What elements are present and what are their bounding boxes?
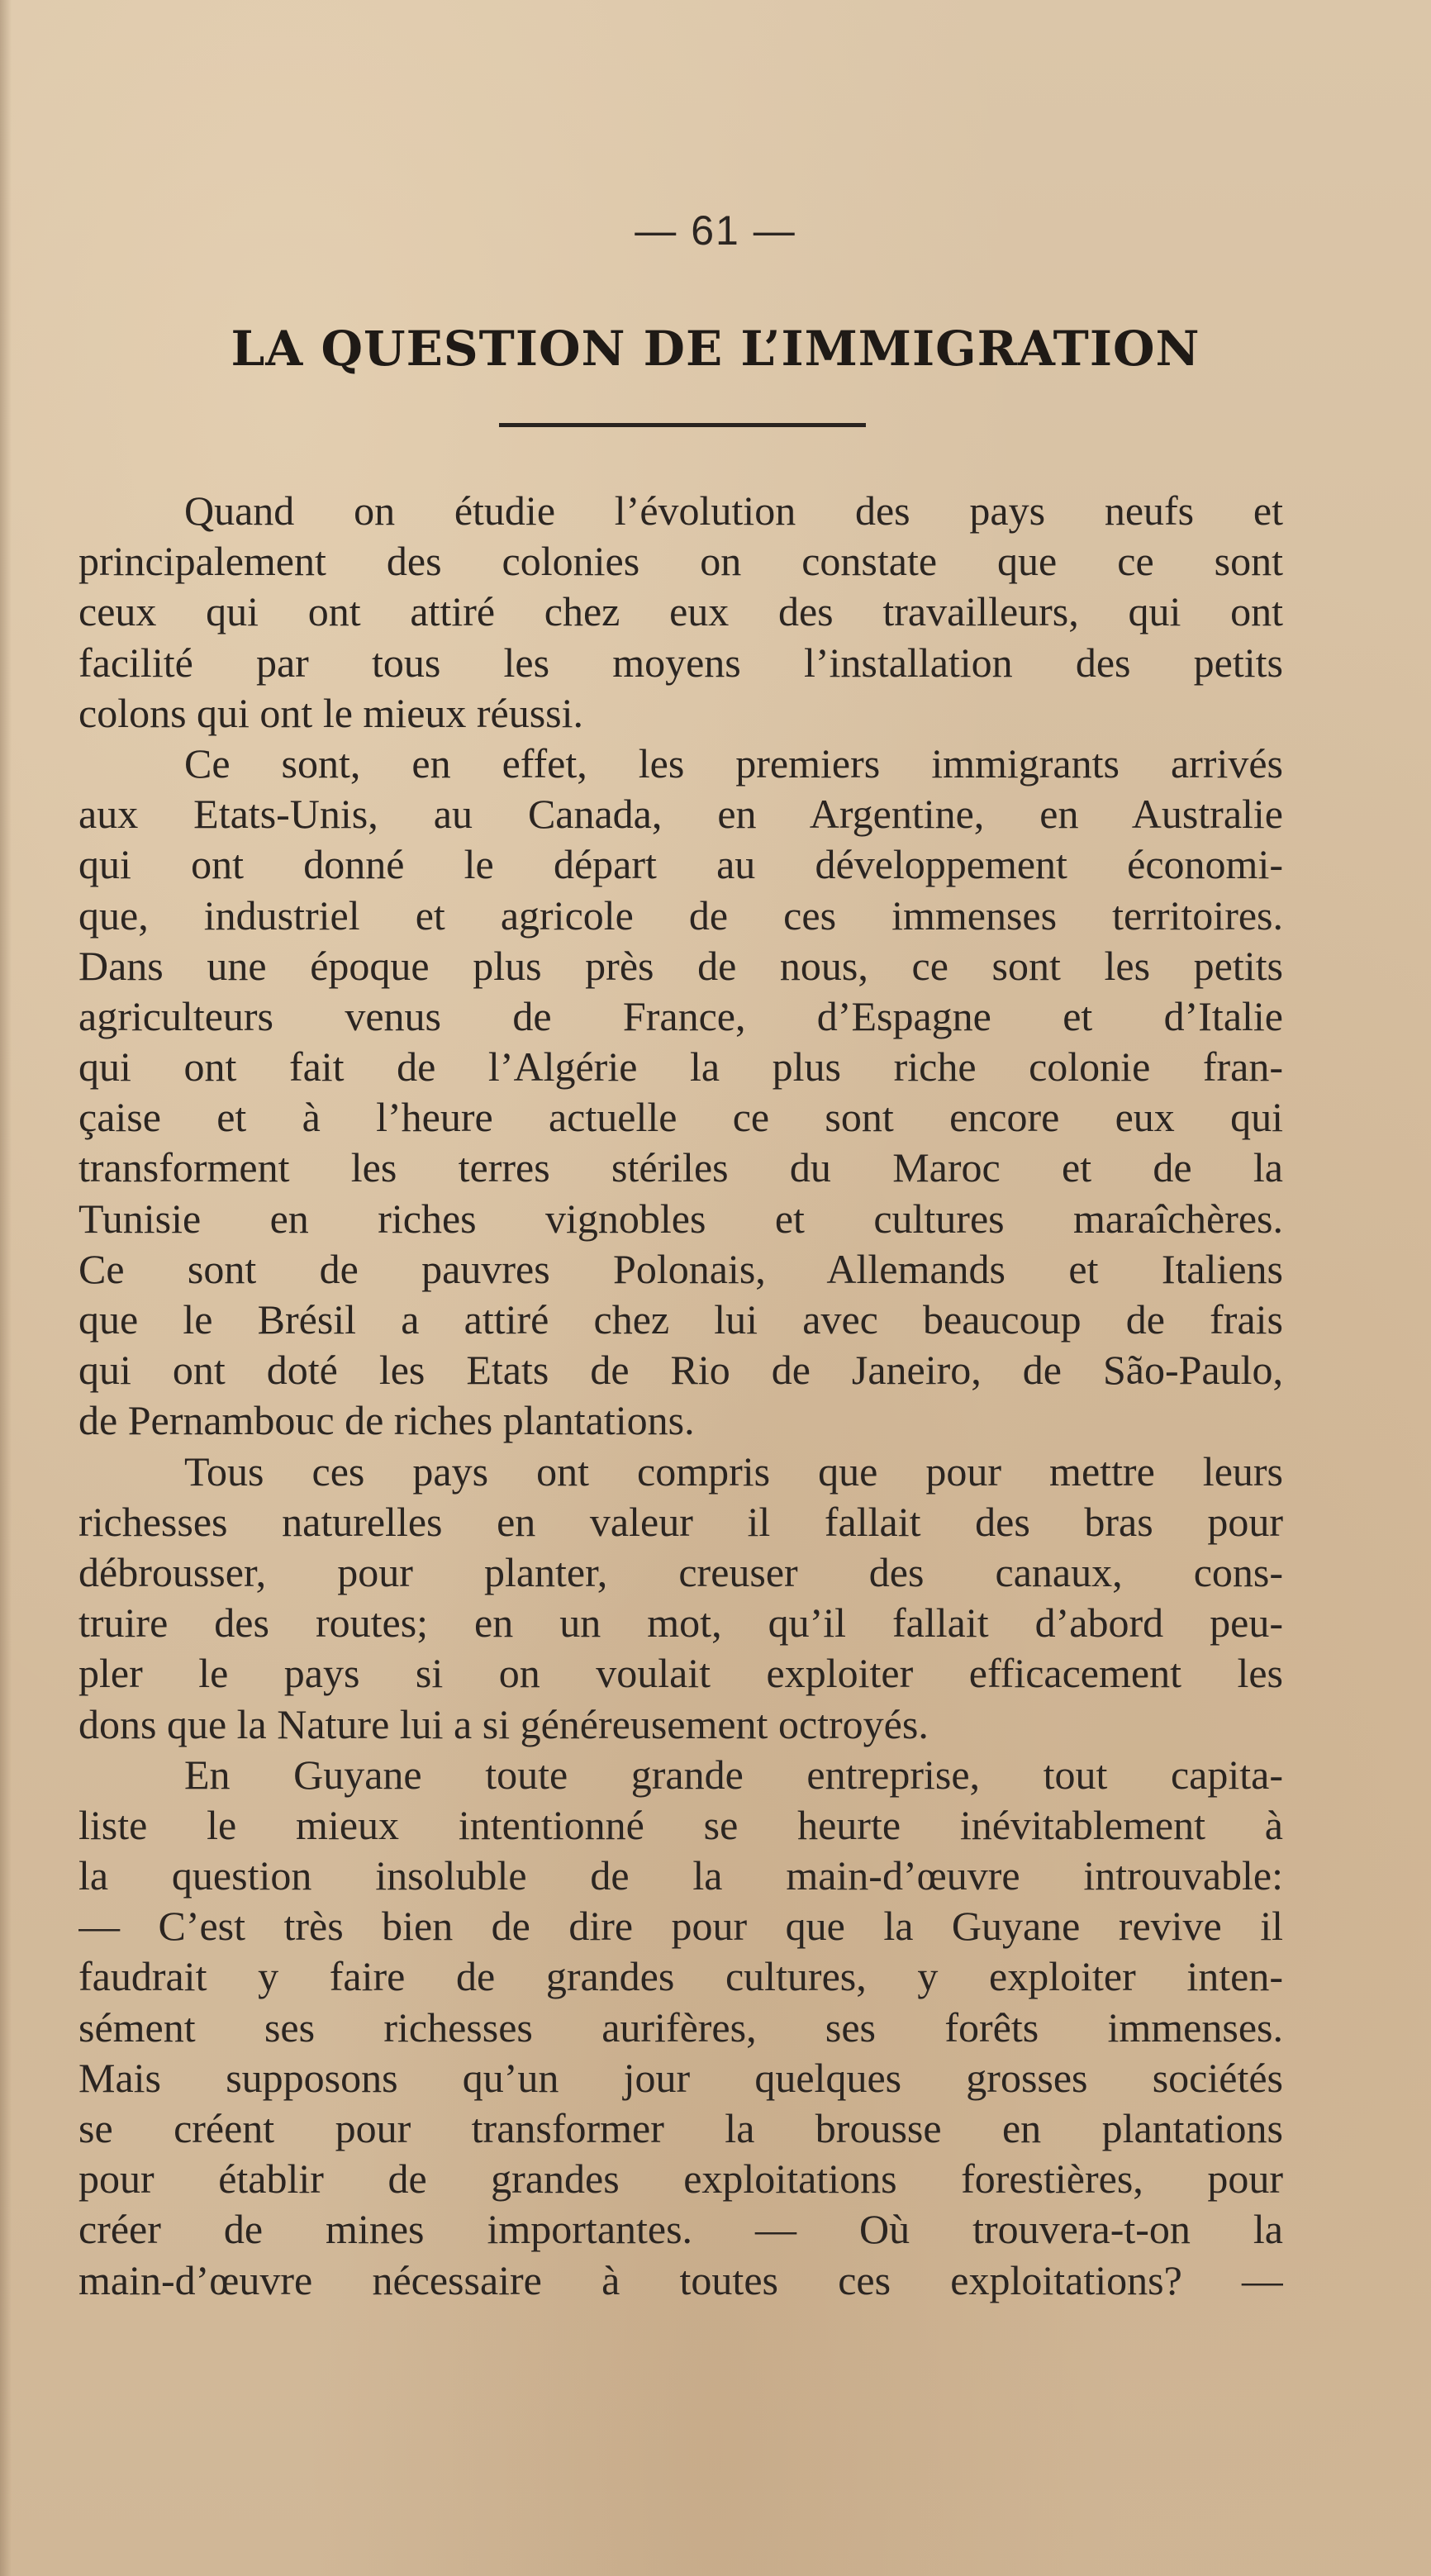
text-line: En Guyane toute grande entreprise, tout capita- (184, 1751, 1283, 1798)
text-line: aux Etats-Unis, au Canada, en Argentine, en Australie (78, 791, 1283, 838)
text-line: — C’est très bien de dire pour que la Guyane revive il (78, 1903, 1283, 1950)
page-edge-shadow (0, 0, 12, 2576)
text-line: Quand on étudie l’évolution des pays neufs et (184, 487, 1283, 534)
text-line: Dans une époque plus près de nous, ce sont les petits (78, 942, 1283, 989)
text-line: dons que la Nature lui a si généreusement octroyés. (78, 1700, 929, 1747)
text-line: qui ont donné le départ au développement économi- (78, 841, 1283, 888)
chapter-title: LA QUESTION DE L’IMMIGRATION (231, 321, 1200, 377)
text-line: principalement des colonies on constate que ce sont (78, 538, 1283, 585)
text-line: facilité par tous les moyens l’installation des petits (78, 639, 1283, 686)
text-line: faudrait y faire de grandes cultures, y exploiter inten- (78, 1953, 1283, 2000)
title-rule (499, 423, 866, 427)
text-line: Ce sont de pauvres Polonais, Allemands et Italiens (78, 1245, 1283, 1292)
text-line: créer de mines importantes. — Où trouvera-t-on la (78, 2206, 1283, 2253)
text-line: se créent pour transformer la brousse en plantations (78, 2105, 1283, 2151)
text-line: truire des routes; en un mot, qu’il fallait d’abord peu- (78, 1599, 1283, 1647)
text-line: que, industriel et agricole de ces immenses territoires. (78, 891, 1283, 939)
text-line: qui ont doté les Etats de Rio de Janeiro, de São-Paulo, (78, 1347, 1283, 1394)
text-line: liste le mieux intentionné se heurte inévitablement à (78, 1801, 1283, 1848)
text-line: débrousser, pour planter, creuser des canaux, cons- (78, 1548, 1283, 1595)
text-line: pler le pays si on voulait exploiter efficacement les (78, 1650, 1283, 1697)
text-line: agriculteurs venus de France, d’Espagne et d’Italie (78, 992, 1283, 1039)
text-line: colons qui ont le mieux réussi. (78, 689, 584, 736)
page-number: — 61 — (635, 207, 796, 254)
text-line: qui ont fait de l’Algérie la plus riche colonie fran- (78, 1043, 1283, 1091)
text-line: richesses naturelles en valeur il fallait des bras pour (78, 1498, 1283, 1545)
text-line: Tous ces pays ont compris que pour mettre leurs (184, 1447, 1283, 1495)
text-line: sément ses richesses aurifères, ses forêts immenses. (78, 2003, 1283, 2051)
text-line: main-d’œuvre nécessaire à toutes ces exploitations? — (78, 2256, 1283, 2303)
text-line: Ce sont, en effet, les premiers immigrants arrivés (184, 739, 1283, 787)
text-line: ceux qui ont attiré chez eux des travailleurs, qui ont (78, 588, 1283, 635)
text-line: Tunisie en riches vignobles et cultures maraîchères. (78, 1195, 1283, 1242)
text-line: Mais supposons qu’un jour quelques grosses sociétés (78, 2054, 1283, 2101)
text-line: que le Brésil a attiré chez lui avec beaucoup de frais (78, 1296, 1283, 1343)
text-line: çaise et à l’heure actuelle ce sont encore eux qui (78, 1094, 1283, 1141)
text-line: la question insoluble de la main-d’œuvre introuvable: (78, 1852, 1283, 1899)
text-line: transforment les terres stériles du Maroc et de la (78, 1144, 1283, 1191)
text-line: pour établir de grandes exploitations forestières, pour (78, 2155, 1283, 2203)
body-text (78, 486, 1283, 2306)
text-line: de Pernambouc de riches plantations. (78, 1397, 695, 1444)
